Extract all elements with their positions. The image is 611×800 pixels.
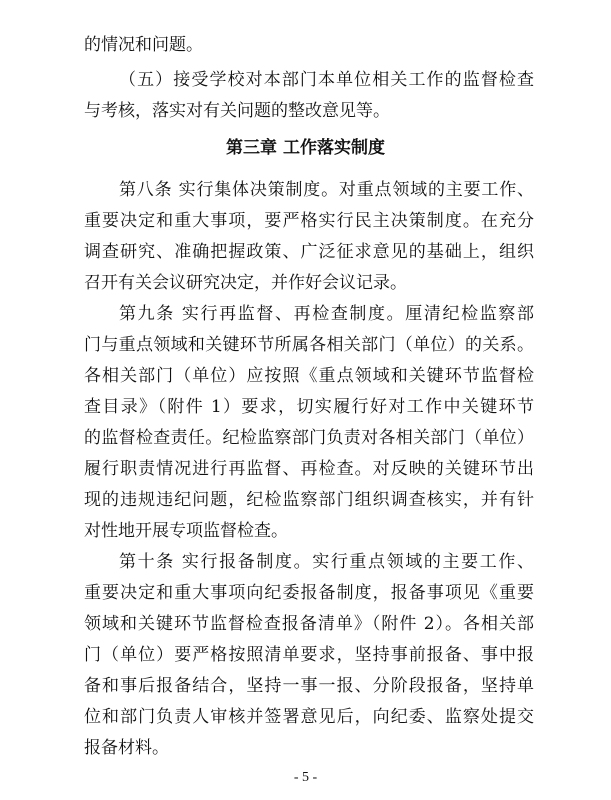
chapter-title: 第三章 工作落实制度 xyxy=(226,138,385,158)
text-line: 的监督检查责任。纪检监察部门负责对各相关部门（单位） xyxy=(84,428,534,448)
text-line: 对性地开展专项监督检查。 xyxy=(84,521,288,541)
text-line: 备和事后报备结合，坚持一事一报、分阶段报备，坚持单 xyxy=(84,676,534,696)
text-line: （五）接受学校对本部门本单位相关工作的监督检查 xyxy=(119,70,534,90)
text-line: 调查研究、准确把握政策、广泛征求意见的基础上，组织 xyxy=(84,242,534,262)
text-line: 与考核，落实对有关问题的整改意见等。 xyxy=(84,101,390,121)
text-line: 各相关部门（单位）应按照《重点领域和关键环节监督检 xyxy=(84,366,534,386)
text-line: 现的违规违纪问题，纪检监察部门组织调查核实，并有针 xyxy=(84,490,534,510)
text-line: 门与重点领域和关键环节所属各相关部门（单位）的关系。 xyxy=(84,335,534,355)
text-line: 第九条 实行再监督、再检查制度。厘清纪检监察部 xyxy=(119,304,534,324)
text-line: 位和部门负责人审核并签署意见后，向纪委、监察处提交 xyxy=(84,707,534,727)
text-line: 的情况和问题。 xyxy=(84,35,203,55)
text-line: 第八条 实行集体决策制度。对重点领域的主要工作、 xyxy=(119,180,534,200)
text-line: 门（单位）要严格按照清单要求，坚持事前报备、事中报 xyxy=(84,645,534,665)
text-line: 报备材料。 xyxy=(84,738,169,758)
text-line: 履行职责情况进行再监督、再检查。对反映的关键环节出 xyxy=(84,459,534,479)
text-line: 重要决定和重大事项，要严格实行民主决策制度。在充分 xyxy=(84,211,534,231)
text-line: 召开有关会议研究决定，并作好会议记录。 xyxy=(84,273,407,293)
page-number: - 5 - xyxy=(293,770,318,785)
text-line: 查目录》（附件 1）要求，切实履行好对工作中关键环节 xyxy=(84,397,534,417)
text-line: 领域和关键环节监督检查报备清单》（附件 2）。各相关部 xyxy=(84,614,534,634)
text-line: 重要决定和重大事项向纪委报备制度，报备事项见《重要 xyxy=(84,583,534,603)
text-line: 第十条 实行报备制度。实行重点领域的主要工作、 xyxy=(119,552,534,572)
